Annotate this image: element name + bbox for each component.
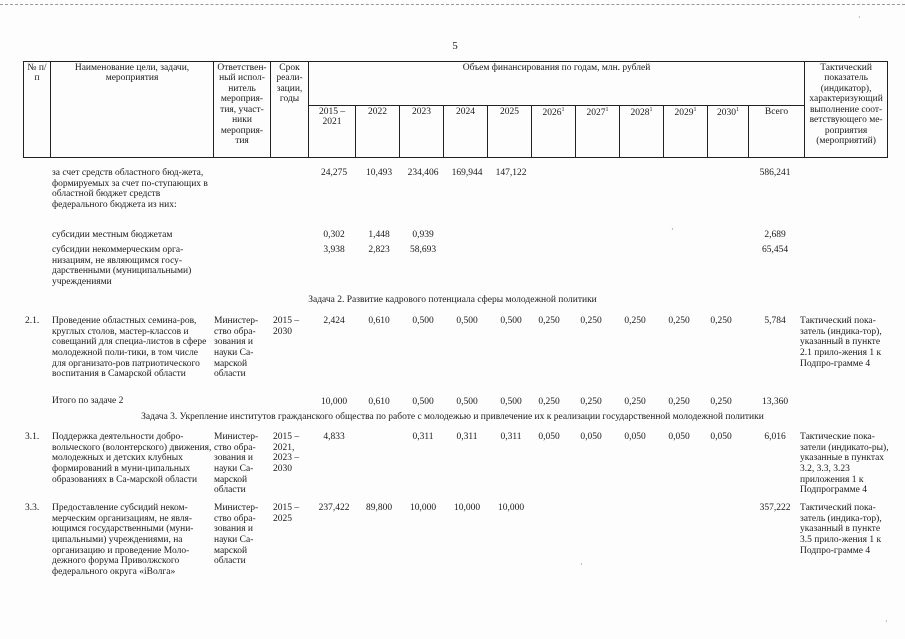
value-cell: 0,250 — [580, 397, 602, 407]
value-cell: 0,311 — [412, 432, 434, 442]
value-cell: 0,250 — [668, 397, 690, 407]
header-year: 2024 — [444, 106, 488, 158]
header-responsible: Ответствен-ный испол-нитель мероприя-тия, участ-ники мероприя-тия — [214, 62, 271, 158]
value-cell: 0,302 — [323, 230, 345, 240]
header-year: 2025 — [488, 106, 532, 158]
value-cell: 4,833 — [323, 432, 345, 442]
subtotal-label: Итого по задаче 2 — [52, 396, 124, 406]
value-cell: 237,422 — [318, 503, 350, 513]
value-cell: 10,493 — [365, 168, 393, 178]
value-cell: 0,250 — [538, 316, 560, 326]
value-cell: 10,000 — [320, 397, 348, 407]
item-responsible: Министер-ство обра-зования и науки Са-марской области — [214, 316, 259, 380]
item-term: 2015 – 2025 — [273, 503, 300, 524]
total-cell: 357,222 — [759, 503, 791, 513]
value-cell: 0,250 — [624, 316, 646, 326]
value-cell: 0,250 — [668, 316, 690, 326]
total-cell: 65,454 — [761, 245, 789, 255]
header-year: 2026$^1$ — [532, 106, 576, 158]
item-number: 3.3. — [25, 503, 40, 513]
item-name: Проведение областных семина-ров, круглых столов, мастер-классов и совещаний для специа-листов в сфере молодежной поли-тики, в том числе для организато-ров патриотического воспитания в Самарской области — [52, 316, 207, 380]
value-cell: 89,800 — [365, 503, 393, 513]
total-cell: 5,784 — [764, 316, 786, 326]
value-cell: 0,500 — [500, 397, 522, 407]
value-cell: 169,944 — [451, 168, 483, 178]
item-indicator: Тактический пока-затель (индика-тор), указанный в пункте 3.5 прило-жения 1 к Подпро-грамме 4 — [800, 503, 882, 556]
value-cell: 2,424 — [323, 316, 345, 326]
header-no: № п/п — [24, 62, 51, 158]
item-name: Предоставление субсидий неком-мерческим организациям, не явля-ющимся государственными (муни-ципальными) учреждениями, на организацию и проведение Моло-дежного форума Приволжского федерального округа «iВолга» — [52, 503, 194, 577]
item-indicator: Тактический пока-затель (индика-тор), указанный в пункте 2.1 прило-жения 1 к Подпро-грамме 4 — [800, 316, 882, 369]
scan-speck: · — [671, 225, 674, 234]
task2-title: Задача 2. Развитие кадрового потенциала сферы молодежной политики — [308, 295, 597, 305]
item-number: 3.1. — [25, 432, 40, 442]
header-year: 2028$^1$ — [620, 106, 664, 158]
value-cell: 0,050 — [580, 432, 602, 442]
header-year: 2023 — [400, 106, 444, 158]
scan-speck: · — [885, 617, 888, 626]
value-cell: 0,500 — [456, 316, 478, 326]
value-cell: 0,500 — [412, 397, 434, 407]
value-cell: 147,122 — [495, 168, 527, 178]
item-responsible: Министер-ство обра-зования и науки Са-марской области — [214, 503, 259, 567]
total-cell: 6,016 — [764, 432, 786, 442]
value-cell: 0,250 — [580, 316, 602, 326]
value-cell: 0,500 — [500, 316, 522, 326]
header-year: 2029$^1$ — [664, 106, 708, 158]
row-label-regional: за счет средств областного бюд-жета, формируемых за счет по-ступающих в областной бюджет средств федерального бюджета из них: — [52, 168, 208, 210]
value-cell: 0,050 — [668, 432, 690, 442]
value-cell: 1,448 — [368, 230, 390, 240]
scan-speck: · — [580, 560, 583, 569]
row-label-nonprofit-subsidies: субсидии некоммерческим орга-низациям, не являющимся госу-дарственными (муниципальными) учреждениями — [52, 245, 192, 287]
value-cell: 58,693 — [409, 245, 437, 255]
item-number: 2.1. — [25, 316, 40, 326]
value-cell: 0,050 — [624, 432, 646, 442]
header-name: Наименование цели, задачи, мероприятия — [51, 62, 214, 158]
value-cell: 0,500 — [456, 397, 478, 407]
total-cell: 586,241 — [759, 168, 791, 178]
item-term: 2015 – 2021, 2023 – 2030 — [273, 432, 300, 474]
value-cell: 0,610 — [368, 397, 390, 407]
value-cell: 0,311 — [500, 432, 522, 442]
value-cell: 24,275 — [320, 168, 348, 178]
scan-speck: · — [858, 13, 861, 22]
value-cell: 3,938 — [323, 245, 345, 255]
row-label-local-subsidies: субсидии местным бюджетам — [52, 230, 173, 240]
value-cell: 234,406 — [407, 168, 439, 178]
header-term: Срок реали-зации, годы — [271, 62, 309, 158]
header-year: 2027$^1$ — [576, 106, 620, 158]
item-term: 2015 – 2030 — [273, 316, 300, 337]
value-cell: 10,000 — [409, 503, 437, 513]
value-cell: 2,823 — [368, 245, 390, 255]
value-cell: 0,250 — [710, 397, 732, 407]
value-cell: 10,000 — [453, 503, 481, 513]
item-indicator: Тактические пока-затели (индикато-ры), указанные в пунктах 3.2, 3.3, 3.23 приложения 1 к Подпрограмме 4 — [800, 432, 889, 496]
header-year: 2030$^1$ — [708, 106, 749, 158]
item-name: Поддержка деятельности добро-вольческого (волонтерского) движения, молодежных и детских клубных формирований в муни-ципальных образованиях в Са-марской области — [52, 432, 212, 485]
value-cell: 0,610 — [368, 316, 390, 326]
value-cell: 0,250 — [538, 397, 560, 407]
total-cell: 13,360 — [761, 397, 789, 407]
page-number: 5 — [452, 40, 458, 52]
value-cell: 0,939 — [412, 230, 434, 240]
header-indicator: Тактический показатель (индикатор), характеризующий выполнение соот-ветствующего ме-роприятия (мероприятий) — [805, 62, 888, 158]
header-year: 2015 – 2021 — [309, 106, 356, 158]
value-cell: 0,500 — [412, 316, 434, 326]
total-cell: 2,689 — [764, 230, 786, 240]
header-total: Всего — [749, 106, 805, 158]
item-responsible: Министер-ство обра-зования и науки Са-марской области — [214, 432, 259, 496]
task3-title: Задача 3. Укрепление институтов гражданского общества по работе с молодежью и привлечение их к реализации государственной молодежной политики — [141, 412, 764, 422]
value-cell: 0,050 — [538, 432, 560, 442]
value-cell: 0,311 — [456, 432, 478, 442]
value-cell: 0,250 — [624, 397, 646, 407]
value-cell: 0,250 — [710, 316, 732, 326]
header-funding: Объем финансирования по годам, млн. рублей — [309, 62, 805, 106]
value-cell: 0,050 — [710, 432, 732, 442]
value-cell: 10,000 — [497, 503, 525, 513]
header-year: 2022 — [356, 106, 400, 158]
